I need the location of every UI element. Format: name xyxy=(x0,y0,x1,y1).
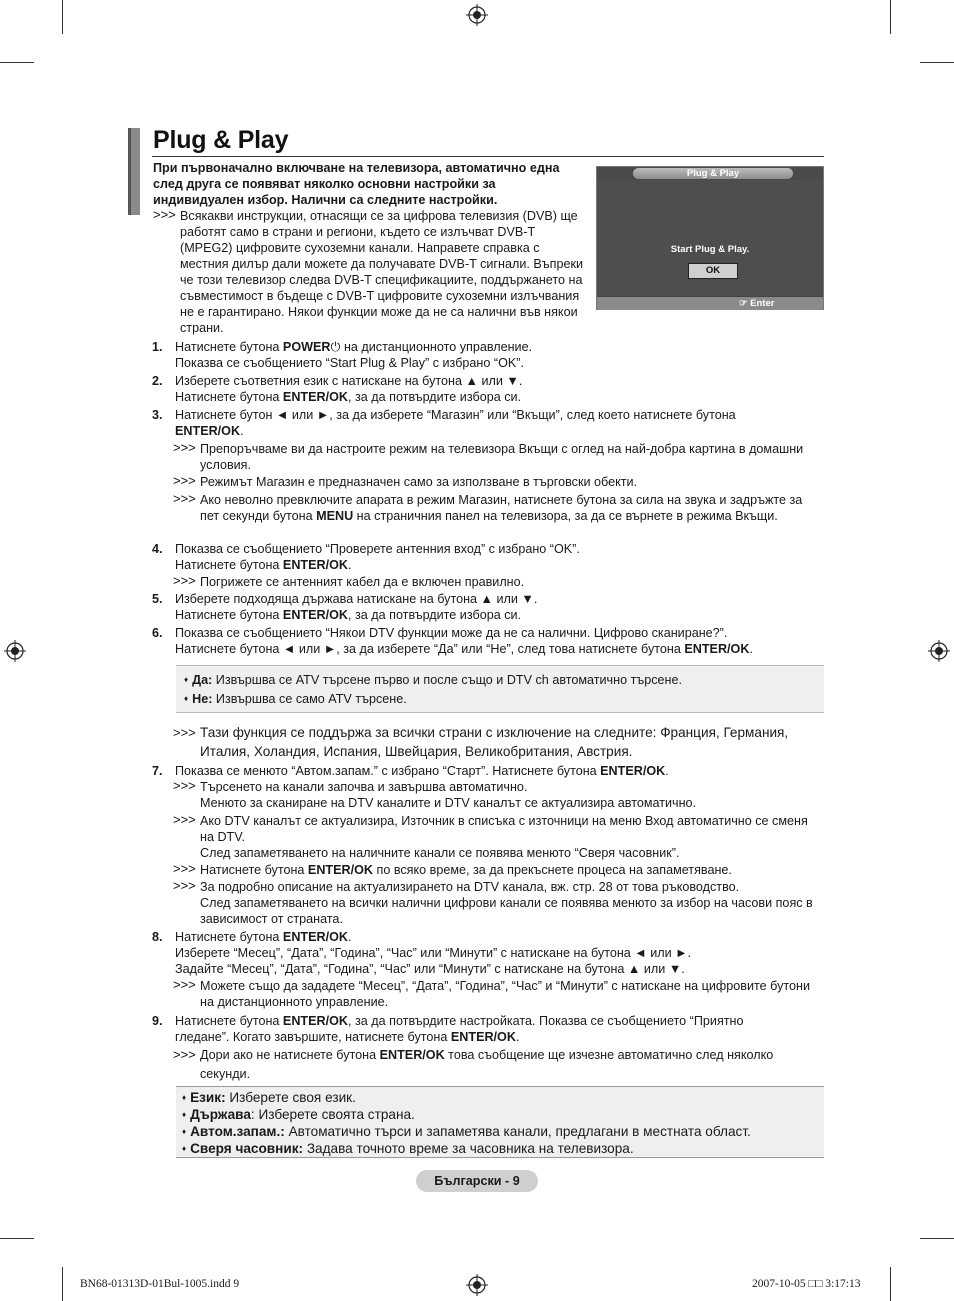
text: Натиснете бутона xyxy=(175,340,283,354)
dvb-note xyxy=(153,207,584,336)
summary-text: Изберете своя език. xyxy=(225,1090,356,1105)
registration-mark-icon xyxy=(928,640,950,662)
note-text: Тази функция се поддържа за всички страни с изключение на следните: Франция, Германия, Италия, Холандия, Испания, Швейцария, Великобритания, Австрия. xyxy=(200,725,789,759)
note-text: по всяко време, за да прекъснете процеса на запаметяване. xyxy=(373,863,732,877)
osd-enter-hint xyxy=(739,297,774,311)
note-arrow-icon: >>> xyxy=(173,861,196,876)
enter-key: ENTER/OK xyxy=(282,558,348,572)
step-body xyxy=(175,407,825,439)
step-8-note-1 xyxy=(173,977,824,1010)
step-7-note-3 xyxy=(173,861,824,878)
text: Натиснете бутона ◄ или ►, за да изберете “Да” или “Не”, след това натиснете бутона xyxy=(175,642,685,656)
enter-icon: ☞ xyxy=(739,298,751,309)
intro-text: При първоначално включване на телевизора, автоматично една след друга се появяват няколко основни настройки за индивидуален избор. Налични са следните настройки. xyxy=(153,161,560,207)
osd-title: Plug & Play xyxy=(633,168,793,179)
text: Натиснете бутона xyxy=(175,558,283,572)
step-7-note-4 xyxy=(173,878,824,927)
registration-mark-icon xyxy=(466,1274,488,1296)
enter-key: ENTER/OK xyxy=(450,1030,516,1044)
step-body xyxy=(175,763,825,779)
note-arrow-icon: >>> xyxy=(173,878,196,893)
note-arrow-icon: >>> xyxy=(173,778,196,793)
page-number-badge: Български - 9 xyxy=(416,1170,538,1192)
registration-mark-icon xyxy=(4,640,26,662)
title-divider xyxy=(152,156,824,157)
bullet-diamond-icon: ♦ xyxy=(182,1093,187,1102)
bullet-diamond-icon: ♦ xyxy=(182,1144,187,1153)
countries-note xyxy=(173,723,824,761)
bullet-diamond-icon: ♦ xyxy=(184,675,189,684)
summary-label: Сверя часовник: xyxy=(190,1141,304,1156)
power-key: POWER xyxy=(282,340,331,354)
step-number: 8. xyxy=(152,930,163,944)
text: Натиснете бутона xyxy=(175,390,283,404)
bullet-diamond-icon: ♦ xyxy=(184,694,189,703)
osd-ok-button[interactable]: OK xyxy=(688,263,738,279)
step-body xyxy=(175,373,825,405)
text: Натиснете бутона xyxy=(175,608,283,622)
note-text: Препоръчваме ви да настроите режим на телевизора Вкъщи с оглед на най-добра картина в домашни условия. xyxy=(200,442,804,472)
settings-summary-box xyxy=(176,1086,824,1158)
enter-key: ENTER/OK xyxy=(684,642,750,656)
note-text: За подробно описание на актуализирането на DTV канала, вж. стр. 28 от това ръководство. xyxy=(200,880,740,894)
note-arrow-icon: >>> xyxy=(173,977,196,992)
scan-options-box xyxy=(176,665,824,713)
crop-mark xyxy=(0,1238,34,1239)
step-body xyxy=(175,625,825,657)
crop-mark xyxy=(0,62,34,63)
osd-enter-label: Enter xyxy=(750,298,775,309)
step-9-note-1 xyxy=(173,1046,824,1084)
note-text: Ако неволно превключите апарата в режим Магазин, натиснете бутона за сила на звука и задръжте за пет секунди бутона xyxy=(200,493,803,523)
enter-key: ENTER/OK xyxy=(282,1014,348,1028)
osd-title-bar xyxy=(597,167,823,180)
text: Изберете подходяща държава натискане на бутона ▲ или ▼. xyxy=(175,592,538,606)
text: на дистанционното управление. xyxy=(340,340,533,354)
bullet-diamond-icon: ♦ xyxy=(182,1127,187,1136)
note-text: Можете също да зададете “Месец”, “Дата”, “Година”, “Час” и “Минути” с натискане на цифровите бутони на дистанционното управление. xyxy=(200,979,811,1009)
note-text: секунди. xyxy=(200,1067,251,1081)
step-7-note-1 xyxy=(173,778,824,811)
text: . xyxy=(348,558,352,572)
summary-label: Език: xyxy=(190,1090,226,1105)
print-slug-file: BN68-01313D-01Bul-1005.indd 9 xyxy=(80,1278,240,1290)
step-number: 7. xyxy=(152,764,163,778)
enter-key: ENTER/OK xyxy=(600,764,666,778)
step-body xyxy=(175,929,825,977)
step-3-note-3 xyxy=(173,491,824,524)
enter-key: ENTER/OK xyxy=(282,608,348,622)
text: , за да потвърдите настройката. Показва се съобщението “Приятно xyxy=(348,1014,744,1028)
osd-message: Start Plug & Play. xyxy=(670,244,750,255)
text: Натиснете бутон ◄ или ►, за да изберете “Магазин” или “Вкъщи”, след което натиснете бутона xyxy=(175,408,736,422)
step-number: 1. xyxy=(152,340,163,354)
crop-mark xyxy=(890,1267,891,1301)
note-arrow-icon: >>> xyxy=(173,1047,196,1062)
option-no xyxy=(184,691,407,707)
step-body xyxy=(175,541,825,573)
text: . xyxy=(348,930,352,944)
text: Изберете съответния език с натискане на бутона ▲ или ▼. xyxy=(175,374,523,388)
print-slug-date: 2007-10-05 □□ 3:17:13 xyxy=(752,1278,861,1290)
text: Натиснете бутона xyxy=(175,930,283,944)
crop-mark xyxy=(62,1267,63,1301)
note-text: на страничния панел на телевизора, за да се върнете в режима Вкъщи. xyxy=(353,509,778,523)
text: гледане”. Когато завършите, натиснете бутона xyxy=(175,1030,451,1044)
note-text: Ако DTV каналът се актуализира, Източник в списъка с източници на меню Вход автоматично се сменя на DTV. xyxy=(200,814,808,844)
step-number: 2. xyxy=(152,374,163,388)
note-text: Режимът Магазин е предназначен само за използване в търговски обекти. xyxy=(200,475,638,489)
text: . xyxy=(240,424,244,438)
summary-auto-store xyxy=(182,1123,751,1140)
step-body xyxy=(175,591,825,623)
step-3-note-2 xyxy=(173,473,824,490)
text: Показва се менюто “Автом.запам.” с избрано “Старт”. Натиснете бутона xyxy=(175,764,601,778)
summary-clock xyxy=(182,1140,634,1157)
note-text: Менюто за сканиране на DTV каналите и DTV каналът се актуализира автоматично. xyxy=(200,796,697,810)
note-text: След запаметяването на наличните канали се появява менюто “Сверя часовник”. xyxy=(200,846,680,860)
step-body xyxy=(175,1013,825,1045)
note-text: Натиснете бутона xyxy=(200,863,308,877)
summary-language xyxy=(182,1089,356,1106)
text: Натиснете бутона xyxy=(175,1014,283,1028)
option-text: Извършва се ATV търсене първо и после също и DTV ch автоматично търсене. xyxy=(212,673,682,687)
enter-key: ENTER/OK xyxy=(307,863,373,877)
note-arrow-icon: >>> xyxy=(153,207,176,222)
osd-body xyxy=(597,180,823,296)
note-arrow-icon: >>> xyxy=(173,573,196,588)
registration-mark-icon xyxy=(466,4,488,26)
menu-key: MENU xyxy=(316,509,354,523)
text: Показва се съобщението “Проверете антенния вход” с избрано “OK”. xyxy=(175,542,580,556)
text: , за да потвърдите избора си. xyxy=(348,608,522,622)
note-arrow-icon: >>> xyxy=(173,491,196,506)
summary-text: Автоматично търси и запаметява канали, предлагани в местната област. xyxy=(284,1124,751,1139)
text: . xyxy=(749,642,753,656)
enter-key: ENTER/OK xyxy=(282,930,348,944)
option-label: Да: xyxy=(192,673,213,687)
step-number: 6. xyxy=(152,626,163,640)
step-3-note-1 xyxy=(173,440,824,473)
summary-text: Задава точното време за часовника на телевизора. xyxy=(303,1141,634,1156)
crop-mark xyxy=(920,62,954,63)
note-text: това съобщение ще изчезне автоматично след няколко xyxy=(444,1048,774,1062)
option-label: Не: xyxy=(192,692,213,706)
note-arrow-icon: >>> xyxy=(173,473,196,488)
summary-label: Автом.запам.: xyxy=(190,1124,285,1139)
step-4-note-1 xyxy=(173,573,824,590)
note-text: След запаметяването на всички налични цифрови канали се появява менюто за избор на часови пояс в зависимост от страната. xyxy=(200,896,813,926)
crop-mark xyxy=(890,0,891,34)
text: Изберете “Месец”, “Дата”, “Година”, “Час” или “Минути” с натискане на бутона ◄ или ►. xyxy=(175,946,692,960)
osd-footer xyxy=(597,296,823,310)
text: . xyxy=(665,764,669,778)
enter-key: ENTER/OK xyxy=(175,424,241,438)
step-number: 9. xyxy=(152,1014,163,1028)
enter-key: ENTER/OK xyxy=(282,390,348,404)
enter-key: ENTER/OK xyxy=(379,1048,445,1062)
step-7-note-2 xyxy=(173,812,824,861)
summary-text: : Изберете своята страна. xyxy=(250,1107,415,1122)
note-text: Погрижете се антенният кабел да е включен правилно. xyxy=(200,575,525,589)
option-text: Извършва се само ATV търсене. xyxy=(212,692,407,706)
option-yes xyxy=(184,672,682,688)
bullet-diamond-icon: ♦ xyxy=(182,1110,187,1119)
crop-mark xyxy=(62,0,63,34)
step-body xyxy=(175,339,825,371)
power-icon: ⏻ xyxy=(330,340,341,354)
note-text: Дори ако не натиснете бутона xyxy=(200,1048,380,1062)
note-arrow-icon: >>> xyxy=(173,725,196,740)
text: , за да потвърдите избора си. xyxy=(348,390,522,404)
note-text: Търсенето на канали започва и завършва автоматично. xyxy=(200,780,528,794)
step-number: 5. xyxy=(152,592,163,606)
text: Показва се съобщението “Някои DTV функции може да не са налични. Цифрово сканиране?”. xyxy=(175,626,728,640)
step-number: 4. xyxy=(152,542,163,556)
crop-mark xyxy=(920,1238,954,1239)
text: . xyxy=(515,1030,520,1044)
dvb-note-text: Всякакви инструкции, отнасящи се за цифрова телевизия (DVB) ще работят само в страни и региони, където се излъчват DVB-T (MPEG2) цифровите сухоземни канали. Направете справка с местния дилър дали можете да получавате DVB-T сигнали. Въпреки че този телевизор следва DVB-T спецификациите, поддържането на съвместимост в бъдеще с DVB-T цифровите сухоземни излъчвания не е гарантирано. Някои функции може да не са налични във някои страни. xyxy=(180,209,584,335)
tv-osd-plug-and-play xyxy=(596,166,824,310)
summary-label: Държава xyxy=(190,1107,251,1122)
text: Задайте “Месец”, “Дата”, “Година”, “Час” или “Минути” с натискане на бутона ▲ или ▼. xyxy=(175,962,685,976)
note-arrow-icon: >>> xyxy=(173,440,196,455)
section-side-bar xyxy=(128,128,140,215)
text: Показва се съобщението “Start Plug & Play” с избрано “OK”. xyxy=(175,356,524,370)
summary-country xyxy=(182,1106,415,1123)
note-arrow-icon: >>> xyxy=(173,812,196,827)
step-number: 3. xyxy=(152,408,163,422)
page-title: Plug & Play xyxy=(153,126,289,154)
